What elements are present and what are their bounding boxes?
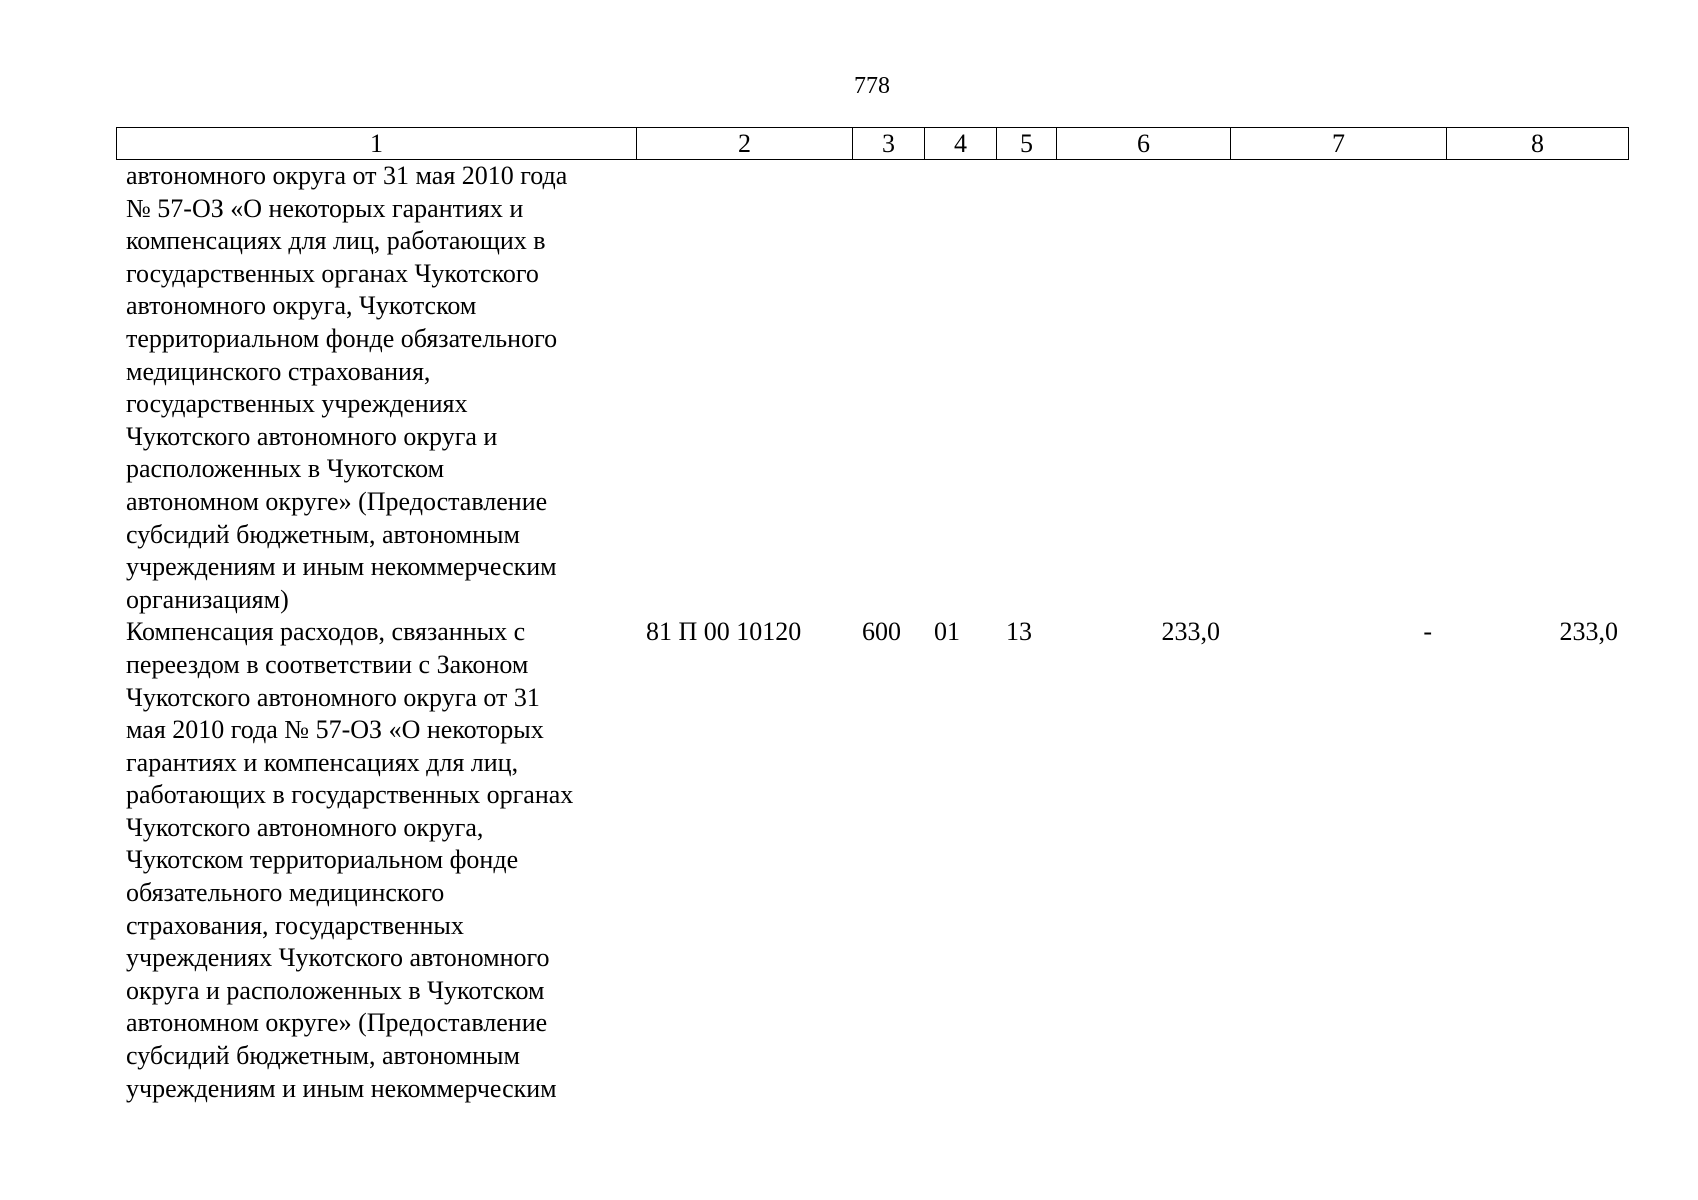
row-1-desc-line: территориальном фонде обязательного bbox=[126, 323, 558, 353]
page-number: 778 bbox=[854, 73, 890, 99]
row-1-code bbox=[636, 160, 852, 616]
table-row bbox=[116, 160, 1628, 616]
row-2-desc-line: Чукотского автономного округа от 31 bbox=[126, 682, 540, 712]
row-2-desc-line: работающих в государственных органах bbox=[126, 780, 574, 810]
row-2-description bbox=[116, 616, 636, 1105]
row-1-desc-line: государственных учреждениях bbox=[126, 389, 468, 419]
row-2-col-8: 233,0 bbox=[1559, 617, 1618, 647]
header-col-4: 4 bbox=[925, 128, 997, 160]
table-header bbox=[116, 127, 1629, 160]
header-col-2: 2 bbox=[637, 128, 853, 160]
header-col-3: 3 bbox=[853, 128, 925, 160]
row-1-desc-line: субсидий бюджетным, автономным bbox=[126, 519, 520, 549]
row-2-code: 81 П 00 10120 bbox=[646, 617, 802, 647]
row-1-col-3 bbox=[852, 160, 924, 616]
row-1-description bbox=[116, 160, 636, 616]
row-1-col-7 bbox=[1230, 160, 1446, 616]
row-1-desc-line: Чукотского автономного округа и bbox=[126, 421, 498, 451]
row-2-desc-line: учреждениям и иным некоммерческим bbox=[126, 1073, 557, 1103]
row-2-desc-line: переездом в соответствии с Законом bbox=[126, 649, 529, 679]
row-1-desc-line: автономного округа, Чукотском bbox=[126, 291, 477, 321]
header-col-7: 7 bbox=[1231, 128, 1447, 160]
row-1-desc-line: учреждениям и иным некоммерческим bbox=[126, 552, 557, 582]
row-1-desc-line: автономного округа от 31 мая 2010 года bbox=[126, 161, 568, 190]
row-2-col-5: 13 bbox=[1006, 617, 1032, 647]
row-1-col-8 bbox=[1446, 160, 1628, 616]
row-2-desc-line: Чукотского автономного округа, bbox=[126, 812, 484, 842]
table-row bbox=[116, 616, 1628, 1105]
row-2-desc-line: мая 2010 года № 57-ОЗ «О некоторых bbox=[126, 715, 544, 745]
row-2-col-3: 600 bbox=[862, 617, 901, 647]
row-2-desc-line: Чукотском территориальном фонде bbox=[126, 845, 519, 875]
row-2-desc-line: Компенсация расходов, связанных с bbox=[126, 617, 526, 647]
row-2-desc-line: обязательного медицинского bbox=[126, 878, 445, 908]
row-2-col-4: 01 bbox=[934, 617, 960, 647]
row-2-desc-line: страхования, государственных bbox=[126, 910, 464, 940]
row-1-desc-line: государственных органах Чукотского bbox=[126, 258, 539, 288]
row-2-desc-line: автономном округе» (Предоставление bbox=[126, 1008, 548, 1038]
row-1-col-5 bbox=[996, 160, 1056, 616]
row-1-desc-line: медицинского страхования, bbox=[126, 356, 431, 386]
row-1-col-4 bbox=[924, 160, 996, 616]
row-1-col-6 bbox=[1056, 160, 1230, 616]
header-col-8: 8 bbox=[1447, 128, 1629, 160]
row-2-desc-line: гарантиях и компенсациях для лиц, bbox=[126, 747, 519, 777]
header-col-5: 5 bbox=[997, 128, 1057, 160]
row-1-desc-line: № 57-ОЗ «О некоторых гарантиях и bbox=[126, 193, 524, 223]
row-2-desc-line: учреждениях Чукотского автономного bbox=[126, 943, 550, 973]
header-col-1: 1 bbox=[117, 128, 637, 160]
row-1-desc-line: организациям) bbox=[126, 584, 289, 614]
row-1-desc-line: компенсациях для лиц, работающих в bbox=[126, 226, 546, 256]
row-2-desc-line: округа и расположенных в Чукотском bbox=[126, 975, 545, 1005]
header-col-6: 6 bbox=[1057, 128, 1231, 160]
row-2-desc-line: субсидий бюджетным, автономным bbox=[126, 1041, 520, 1071]
row-1-desc-line: расположенных в Чукотском bbox=[126, 454, 445, 484]
row-2-col-7: - bbox=[1423, 617, 1432, 647]
row-2-col-6: 233,0 bbox=[1161, 617, 1220, 647]
table-body bbox=[116, 160, 1628, 1105]
row-1-desc-line: автономном округе» (Предоставление bbox=[126, 486, 548, 516]
